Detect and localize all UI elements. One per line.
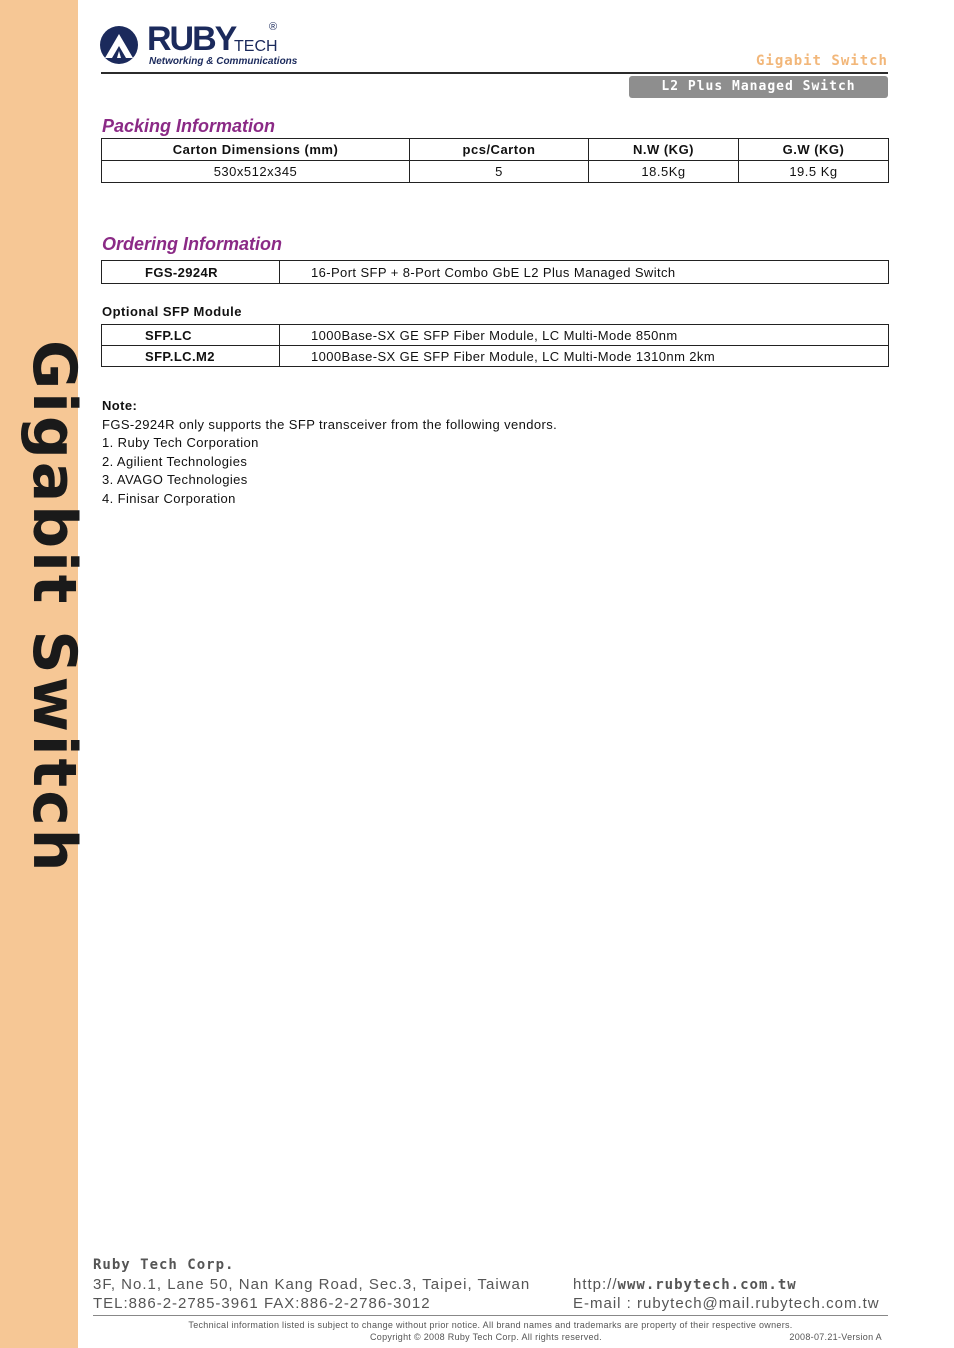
- packing-pcs-value: 5: [410, 161, 589, 183]
- list-item: 1. Ruby Tech Corporation: [102, 435, 259, 451]
- company-logo: [99, 18, 298, 72]
- footer-divider: [93, 1315, 888, 1316]
- footer-web-prefix: http://: [573, 1276, 618, 1293]
- packing-col-gw: G.W (KG): [739, 139, 889, 161]
- ordering-description: 16-Port SFP + 8-Port Combo GbE L2 Plus Managed Switch: [280, 261, 889, 284]
- logo-tagline: Networking & Communications: [149, 56, 298, 67]
- packing-gw-value: 19.5 Kg: [739, 161, 889, 183]
- sfp-model: SFP.LC.M2: [102, 346, 280, 367]
- packing-title: Packing Information: [102, 116, 276, 136]
- sfp-description: 1000Base-SX GE SFP Fiber Module, LC Multi-Mode 1310nm 2km: [280, 346, 889, 367]
- packing-header-row: [102, 139, 889, 161]
- list-item: 3. AVAGO Technologies: [102, 472, 248, 488]
- sfp-description: 1000Base-SX GE SFP Fiber Module, LC Multi-Mode 850nm: [280, 325, 889, 346]
- footer-email[interactable]: E-mail : rubytech@mail.rubytech.com.tw: [573, 1295, 880, 1312]
- header-category: Gigabit Switch: [755, 53, 888, 69]
- ordering-title: Ordering Information: [102, 234, 282, 254]
- footer-company: Ruby Tech Corp.: [93, 1257, 235, 1273]
- packing-col-pcs: pcs/Carton: [410, 139, 589, 161]
- header-subtitle-badge: L2 Plus Managed Switch: [629, 76, 888, 98]
- logo-word-tech: TECH: [234, 38, 278, 55]
- packing-nw-value: 18.5Kg: [589, 161, 739, 183]
- footer-version: 2008-07.21-Version A: [789, 1332, 882, 1342]
- ordering-table: [101, 260, 889, 284]
- note-block: [102, 397, 557, 509]
- sfp-table: [101, 324, 889, 367]
- sfp-model: SFP.LC: [102, 325, 280, 346]
- logo-word: RUBY: [147, 20, 236, 58]
- table-row: [102, 346, 889, 367]
- list-item: 4. Finisar Corporation: [102, 490, 236, 506]
- ordering-model: FGS-2924R: [102, 261, 280, 284]
- packing-dimensions-value: 530x512x345: [102, 161, 410, 183]
- side-banner-text: Gigabit Switch: [19, 340, 89, 875]
- packing-table: [101, 138, 889, 183]
- sfp-module-label: Optional SFP Module: [102, 304, 242, 319]
- footer-copyright: Copyright © 2008 Ruby Tech Corp. All rights reserved.: [370, 1332, 602, 1342]
- footer-legal: Technical information listed is subject to change without prior notice. All brand names and trademarks are property of their respective owners.: [188, 1320, 793, 1330]
- logo-mountain-icon: [99, 25, 139, 65]
- note-intro: FGS-2924R only supports the SFP transceiver from the following vendors.: [102, 416, 558, 432]
- footer-phone: TEL:886-2-2785-3961 FAX:886-2-2786-3012: [93, 1295, 431, 1312]
- table-row: [102, 161, 889, 183]
- footer-address: 3F, No.1, Lane 50, Nan Kang Road, Sec.3, Taipei, Taiwan: [93, 1276, 531, 1293]
- table-row: [102, 325, 889, 346]
- list-item: 2. Agilient Technologies: [102, 453, 248, 469]
- packing-col-nw: N.W (KG): [589, 139, 739, 161]
- logo-registered-mark: ®: [269, 21, 278, 33]
- note-heading: Note:: [102, 398, 138, 413]
- footer-website[interactable]: [573, 1276, 797, 1293]
- table-row: [102, 261, 889, 284]
- header-divider: [101, 72, 888, 74]
- packing-col-dimensions: Carton Dimensions (mm): [102, 139, 410, 161]
- footer-web-link[interactable]: www.rubytech.com.tw: [617, 1277, 797, 1293]
